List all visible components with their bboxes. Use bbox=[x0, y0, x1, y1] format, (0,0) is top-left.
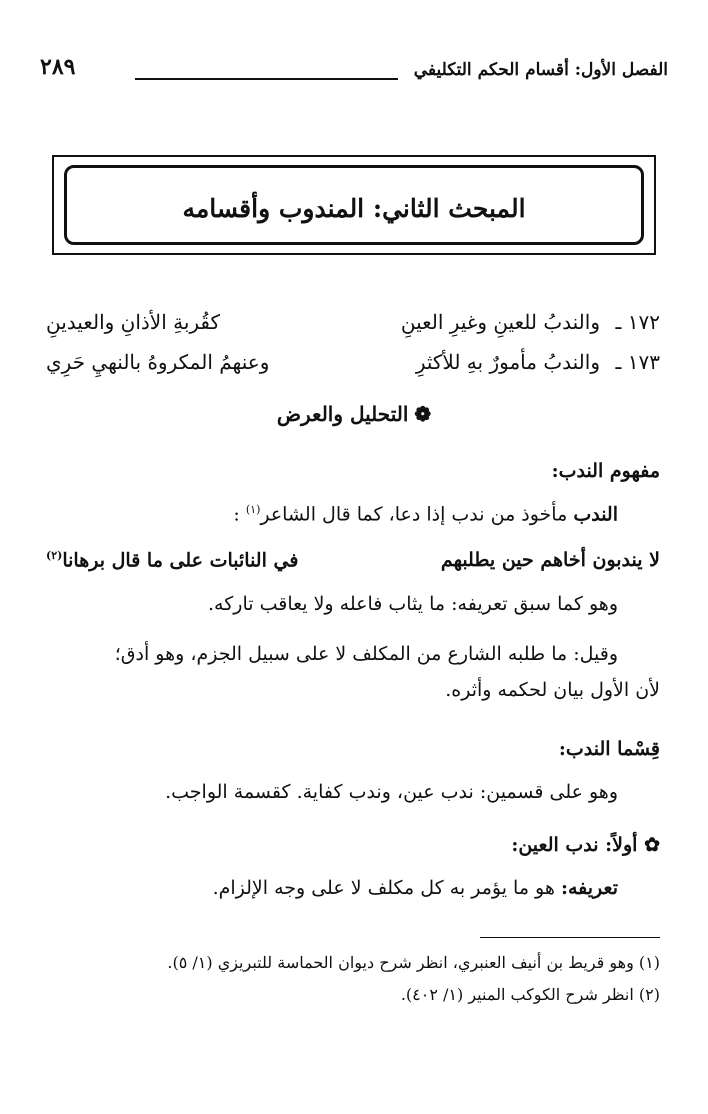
definition-text: هو ما يؤمر به كل مكلف لا على وجه الإلزام. bbox=[212, 877, 555, 899]
alt-definition-line-1: وقيل: ما طلبه الشارع من المكلف لا على سبيل الجزم، وهو أدق؛ bbox=[114, 643, 618, 665]
poetry-second-hemistich: في النائبات على ما قال برهانا bbox=[62, 549, 299, 572]
section-title-box bbox=[52, 155, 656, 255]
alt-definition-line-2: لأن الأول بيان لحكمه وأثره. bbox=[445, 679, 660, 701]
verse-first-hemistich: والندبُ مأمورٌ بهِ للأكثرِ bbox=[415, 350, 600, 374]
concept-lead-line bbox=[233, 503, 618, 525]
running-header bbox=[40, 50, 668, 90]
divisions-text: وهو على قسمين: ندب عين، وندب كفاية. كقسمة الواجب. bbox=[165, 781, 618, 803]
concept-heading: مفهوم الندب: bbox=[551, 460, 660, 482]
header-rule bbox=[135, 78, 398, 80]
poetry-line bbox=[46, 545, 660, 581]
verse-number: ١٧٣ ـ bbox=[615, 350, 660, 374]
footnote-number: (١) bbox=[638, 953, 660, 972]
concept-lead-text: مأخوذ من ندب إذا دعا، كما قال الشاعر bbox=[260, 503, 568, 526]
first-item-heading: أولاً: ندب العين: bbox=[511, 834, 638, 856]
definition-label: تعريفه: bbox=[560, 877, 618, 899]
verse-172 bbox=[46, 306, 660, 342]
verse-number: ١٧٢ ـ bbox=[615, 310, 660, 334]
section-title-frame bbox=[64, 165, 644, 245]
first-item-heading-row bbox=[511, 834, 660, 856]
ornament-icon: ❁ bbox=[414, 402, 432, 426]
page-number: ٢٨٩ bbox=[40, 54, 76, 80]
verse-173 bbox=[46, 346, 660, 382]
chapter-title: الفصل الأول: أقسام الحكم التكليفي bbox=[413, 60, 668, 80]
section-title: المبحث الثاني: المندوب وأقسامه bbox=[182, 194, 526, 223]
analysis-heading bbox=[0, 402, 708, 426]
footnote-ref: (٢) bbox=[46, 549, 63, 562]
first-item-definition bbox=[213, 877, 618, 899]
concept-lead-colon: : bbox=[233, 503, 240, 526]
footnote-2 bbox=[401, 985, 660, 1004]
poetry-first-hemistich: لا يندبون أخاهم حين يطلبهم bbox=[440, 549, 660, 571]
footnote-1 bbox=[167, 953, 660, 972]
divisions-heading: قِسْما الندب: bbox=[558, 738, 660, 760]
verse-second-hemistich: وعنهمُ المكروهُ بالنهيِ حَرِي bbox=[46, 350, 270, 374]
footnote-number: (٢) bbox=[638, 985, 660, 1004]
footnote-ref: (١) bbox=[245, 503, 261, 516]
poetry-second-hemistich-wrap bbox=[46, 549, 298, 571]
footnote-rule bbox=[480, 937, 660, 938]
flower-icon: ✿ bbox=[644, 834, 660, 856]
verse-first-hemistich: والندبُ للعينِ وغيرِ العينِ bbox=[400, 310, 600, 334]
footnote-text: انظر شرح الكوكب المنير (١/ ٤٠٢). bbox=[400, 985, 634, 1004]
definition-line: وهو كما سبق تعريفه: ما يثاب فاعله ولا يعاقب تاركه. bbox=[208, 593, 618, 615]
verse-second-hemistich: كقُربةِ الأذانِ والعيدينِ bbox=[46, 310, 221, 334]
footnote-text: وهو قريط بن أنيف العنبري، انظر شرح ديوان الحماسة للتبريزي (١/ ٥). bbox=[167, 953, 634, 972]
concept-lead-term: الندب bbox=[573, 503, 618, 526]
analysis-heading-text: التحليل والعرض bbox=[276, 402, 409, 426]
